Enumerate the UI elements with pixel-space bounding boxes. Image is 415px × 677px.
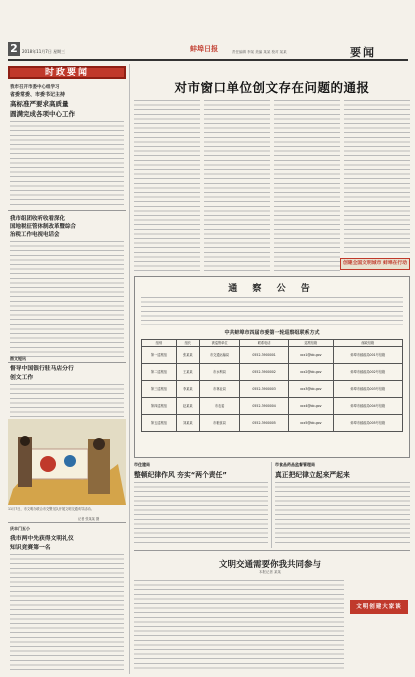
divider xyxy=(8,522,126,523)
left-column xyxy=(8,64,126,674)
date-line: 2018年11月7日 星期三 xyxy=(22,49,66,54)
divider xyxy=(8,210,126,211)
civilized-city-banner xyxy=(340,258,410,270)
table-cell: 市农委 xyxy=(199,398,240,415)
story3-title-line1: 督导中国银行驻马店分行 xyxy=(10,366,74,372)
bottom-right-kicker: 市食品药品监督管理局 xyxy=(275,462,315,467)
table-cell: 0552-3900004 xyxy=(240,398,289,415)
story1-title-line2: 高标准严要求高质量 xyxy=(10,100,69,108)
article-col-4 xyxy=(344,98,410,253)
story3-body xyxy=(10,382,124,418)
story4-kicker: 庆丰门五小 xyxy=(10,526,30,531)
masthead xyxy=(0,0,415,62)
main-headline: 对市窗口单位创文存在问题的通报 xyxy=(174,80,370,95)
story4-body xyxy=(10,552,124,670)
bottom-left-body xyxy=(134,480,268,546)
feature-title: 文明交通需要你我共同参与 xyxy=(218,560,321,570)
civilized-city-banner-text: 创建全国文明城市 蚌埠在行动 xyxy=(342,261,408,266)
table-cell: 蚌埠市邮政局003号信箱 xyxy=(333,381,402,398)
story2-title-line3: 治税工作电视电话会 xyxy=(10,232,60,238)
table-cell: xcz4@bb.gov xyxy=(288,398,333,415)
story4-title-line1: 我市两中先获得文明礼仪 xyxy=(10,536,74,542)
table-row xyxy=(142,364,403,381)
paper-name: 蚌埠日报 xyxy=(190,45,218,53)
table-cell: 赵某某 xyxy=(176,398,199,415)
table-cell: 刘某某 xyxy=(176,415,199,432)
bottom-right-title: 真正把纪律立起来严起来 xyxy=(275,471,350,479)
table-cell: 张某某 xyxy=(176,347,199,364)
article-col-2 xyxy=(204,98,270,273)
article-col-3 xyxy=(274,98,340,273)
table-cell: 市水利局 xyxy=(199,364,240,381)
table-cell: 0552-3900002 xyxy=(240,364,289,381)
page-number-badge: 2 xyxy=(8,42,20,56)
notice-table-wrap xyxy=(141,339,403,432)
column-divider xyxy=(271,462,272,548)
bottom-left-title: 整顿纪律作风 夯实“两个责任” xyxy=(134,471,227,479)
feature-byline: 本报记者 某某 xyxy=(258,570,282,574)
table-header-row xyxy=(142,340,403,347)
divider xyxy=(134,550,410,551)
table-cell: 0552-3900001 xyxy=(240,347,289,364)
table-cell: 蚌埠市邮政局001号信箱 xyxy=(333,347,402,364)
review-banner-text: 时政要闻 xyxy=(44,68,89,78)
story1-title-line1: 省委常委、市委书记主持 xyxy=(10,92,66,98)
table-cell: xcz3@bb.gov xyxy=(288,381,333,398)
table-cell: 0552-3900003 xyxy=(240,381,289,398)
table-cell: 第四巡察组 xyxy=(142,398,177,415)
table-cell: 蚌埠市邮政局005号信箱 xyxy=(333,415,402,432)
table-cell: 市粮食局 xyxy=(199,415,240,432)
table-cell: 0552-3900005 xyxy=(240,415,289,432)
table-cell: 李某某 xyxy=(176,381,199,398)
story1-kicker: 我市召开市委中心组学习 xyxy=(10,85,60,90)
story3-kicker: 图文短讯 xyxy=(10,356,26,361)
photo-caption: 11月7日，市文明办联合市交警支队开展文明交通劝导活动。 xyxy=(8,507,94,511)
table-row xyxy=(142,415,403,432)
story2-title-line2: 国地税征管体制改革暨综合 xyxy=(10,224,77,230)
column-divider xyxy=(129,64,130,674)
notice-table-title: 中共蚌埠市四届市委第一轮巡察组联系方式 xyxy=(224,330,320,336)
table-cell: 市交通运输局 xyxy=(199,347,240,364)
table-cell: xcz2@bb.gov xyxy=(288,364,333,381)
review-banner xyxy=(8,66,126,79)
main-article-body xyxy=(134,98,410,273)
table-header-cell: 邮政信箱 xyxy=(333,340,402,347)
story1-body xyxy=(10,119,124,207)
table-cell: 第五巡察组 xyxy=(142,415,177,432)
table-cell: 第二巡察组 xyxy=(142,364,177,381)
masthead-rule xyxy=(8,59,408,61)
feature-body xyxy=(134,578,344,672)
contact-table xyxy=(141,339,403,432)
bottom-left-kicker: 市住建局 xyxy=(134,462,150,467)
table-cell: xcz5@bb.gov xyxy=(288,415,333,432)
table-header-cell: 被巡察单位 xyxy=(199,340,240,347)
table-cell: 蚌埠市邮政局002号信箱 xyxy=(333,364,402,381)
section-label: 要闻 xyxy=(350,46,376,59)
table-row xyxy=(142,347,403,364)
table-cell: 市林业局 xyxy=(199,381,240,398)
notice-body xyxy=(141,295,403,325)
notice-title: 通 察 公 告 xyxy=(228,284,316,294)
table-cell: 第一巡察组 xyxy=(142,347,177,364)
story1-title-line3: 圆满完成各项中心工作 xyxy=(10,110,75,118)
table-header-cell: 组别 xyxy=(142,340,177,347)
story2-title-line1: 我市组团收听收看深化 xyxy=(10,216,66,222)
table-cell: 第三巡察组 xyxy=(142,381,177,398)
table-header-cell: 联系电话 xyxy=(240,340,289,347)
table-row xyxy=(142,398,403,415)
editor-line: 责任编辑 李某 美编 某某 校对 某某 xyxy=(232,50,287,54)
feature-banner-text: 文明创建大家谈 xyxy=(356,604,402,610)
table-header-cell: 组长 xyxy=(176,340,199,347)
photo-credit: 记者 张某某 摄 xyxy=(78,517,100,521)
bottom-right-body xyxy=(275,480,410,546)
story3-title-line2: 创文工作 xyxy=(10,375,34,381)
table-cell: 蚌埠市邮政局004号信箱 xyxy=(333,398,402,415)
news-photo xyxy=(8,419,126,505)
article-col-1 xyxy=(134,98,200,273)
table-cell: xcz1@bb.gov xyxy=(288,347,333,364)
story2-body xyxy=(10,239,124,359)
table-row xyxy=(142,381,403,398)
feature-banner xyxy=(350,600,408,614)
story4-title-line2: 知识竞赛第一名 xyxy=(10,545,51,551)
table-header-cell: 巡察信箱 xyxy=(288,340,333,347)
table-cell: 王某某 xyxy=(176,364,199,381)
notice-box xyxy=(134,276,410,458)
photo-illustration xyxy=(8,419,126,505)
